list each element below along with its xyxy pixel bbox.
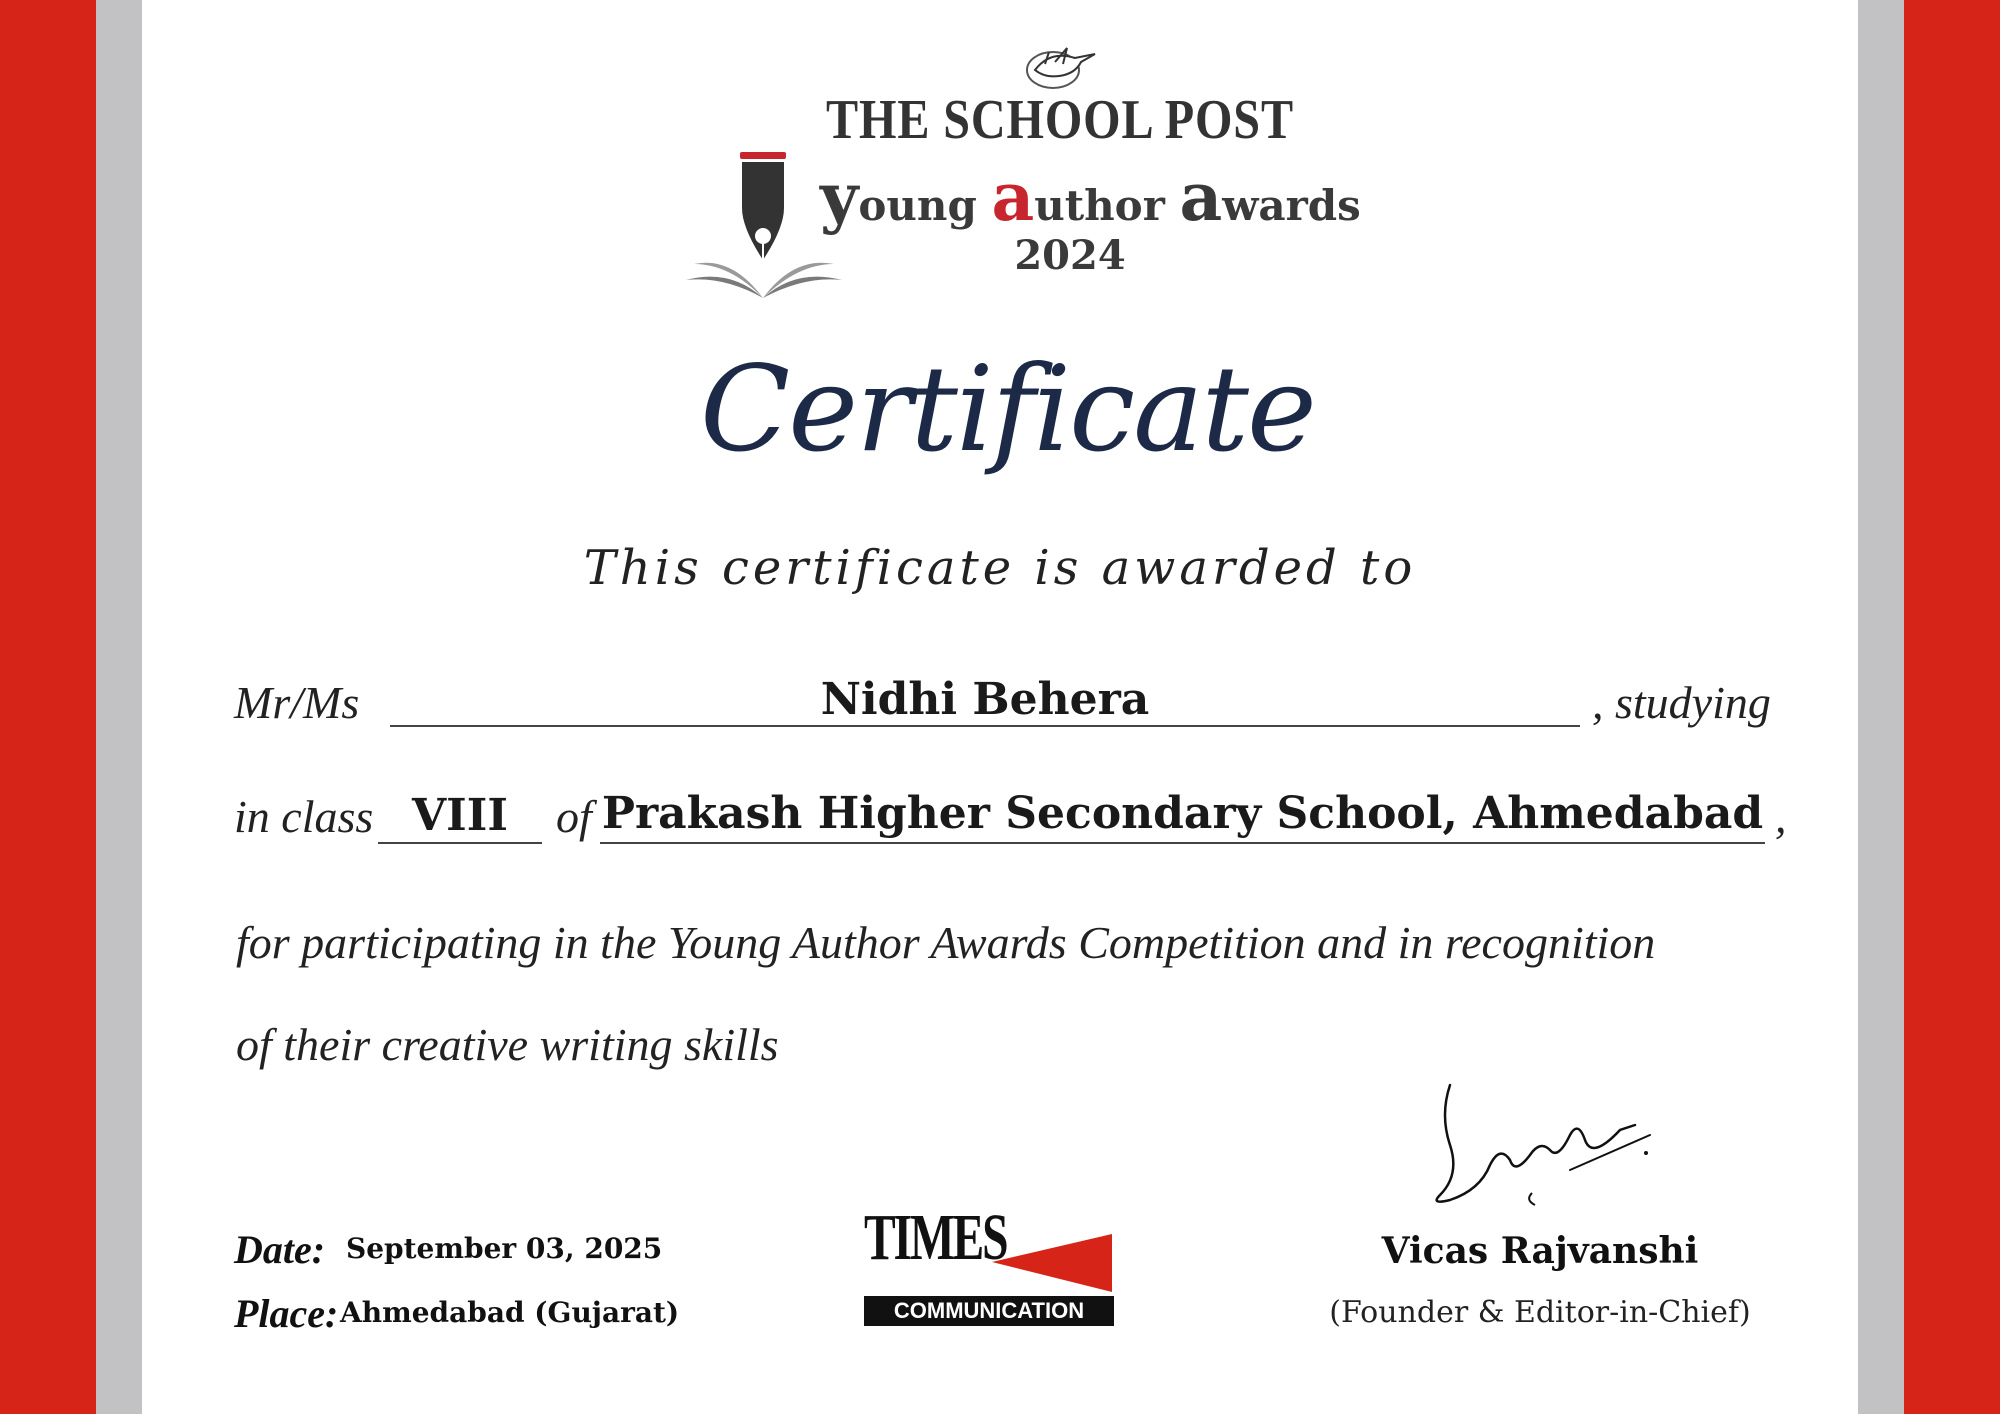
right-grey-border bbox=[1858, 0, 1904, 1414]
place-label: Place: bbox=[234, 1291, 339, 1336]
participation-text-line2: of their creative writing skills bbox=[236, 1019, 779, 1070]
recipient-name: Nidhi Behera bbox=[820, 674, 1150, 725]
left-red-border bbox=[0, 0, 96, 1414]
left-grey-border bbox=[96, 0, 142, 1414]
date-label: Date: bbox=[234, 1227, 326, 1272]
award-word-oung: oung bbox=[858, 181, 992, 230]
times-communication-logo bbox=[860, 1200, 1120, 1330]
award-letter-a2: a bbox=[1179, 158, 1223, 236]
awarded-to-text: This certificate is awarded to bbox=[583, 540, 1417, 596]
award-letter-y: y bbox=[820, 158, 859, 236]
award-letter-a1: a bbox=[991, 158, 1035, 236]
handwritten-signature bbox=[1420, 1075, 1660, 1215]
participation-text-line1: for participating in the Young Author Awards Competition and in recognition bbox=[236, 917, 1656, 968]
date-value: September 03, 2025 bbox=[346, 1232, 663, 1265]
bird-logo-icon bbox=[1015, 40, 1105, 92]
class-value: VIII bbox=[412, 790, 508, 841]
studying-label: , studying bbox=[1592, 677, 1771, 728]
award-year: 2024 bbox=[1014, 232, 1126, 279]
school-name: Prakash Higher Secondary School, Ahmedabad bbox=[601, 788, 1764, 839]
in-class-label: in class bbox=[234, 791, 374, 842]
of-label: of bbox=[556, 791, 592, 842]
publication-name: THE SCHOOL POST bbox=[826, 89, 1294, 151]
place-value: Ahmedabad (Gujarat) bbox=[340, 1296, 680, 1329]
red-flag-icon bbox=[992, 1234, 1112, 1292]
name-underline bbox=[390, 725, 1580, 727]
salutation-label: Mr/Ms bbox=[234, 677, 360, 728]
school-comma: , bbox=[1775, 791, 1787, 842]
communication-wordmark: COMMUNICATION bbox=[864, 1296, 1114, 1326]
award-word-uthor: uthor bbox=[1034, 181, 1180, 230]
certificate-title: Certificate bbox=[700, 340, 1315, 478]
school-underline bbox=[600, 842, 1765, 844]
signer-name: Vicas Rajvanshi bbox=[1381, 1230, 1699, 1272]
award-word-wards: wards bbox=[1222, 181, 1361, 230]
right-red-border bbox=[1904, 0, 2000, 1414]
award-name bbox=[820, 158, 1361, 236]
signer-title: (Founder & Editor-in-Chief) bbox=[1329, 1295, 1751, 1330]
times-wordmark: TIMES bbox=[864, 1201, 1007, 1274]
class-underline bbox=[378, 842, 542, 844]
